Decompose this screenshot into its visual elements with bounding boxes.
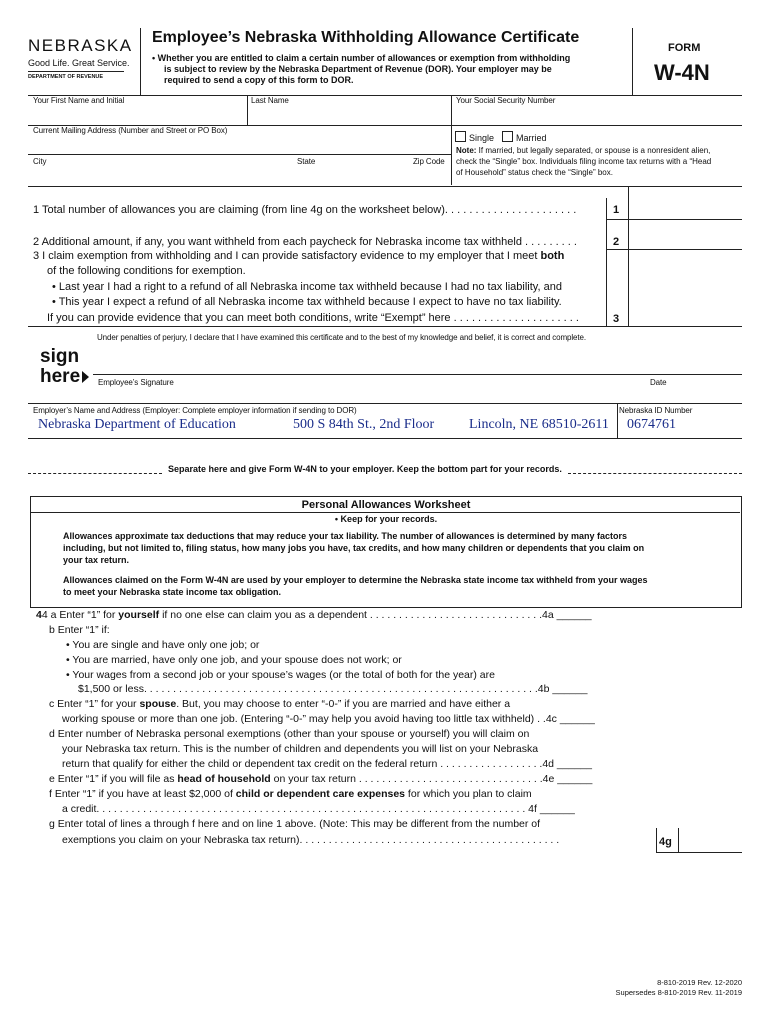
- married-label: Married: [516, 133, 547, 143]
- logo-divider: [28, 71, 124, 72]
- line-4g-field[interactable]: [679, 828, 741, 852]
- married-box[interactable]: [502, 131, 513, 142]
- form-number: W-4N: [654, 60, 710, 85]
- line-4b: b Enter “1” if:: [49, 624, 110, 636]
- employee-signature-field[interactable]: [96, 352, 636, 374]
- line-1-num: 1: [613, 204, 620, 216]
- form-title: Employee’s Nebraska Withholding Allowance Certificate: [152, 29, 580, 46]
- line-1: 1 Total number of allowances you are claiming (from line 4g on the worksheet below). . . . . . . . . . . . . . . . . . . . . .: [33, 204, 577, 216]
- line-4d-3: return that qualify for either the child or dependent tax credit on the federal return . . . . . . . . . . . . . . . . . .4d ______: [62, 758, 592, 770]
- form-label: FORM: [668, 42, 701, 54]
- worksheet-para-2: Allowances claimed on the Form W-4N are used by your employer to determine the Nebraska state income tax withheld from your wages to meet your Nebraska state income tax obligation.: [63, 575, 648, 597]
- address-label: Current Mailing Address (Number and Street or PO Box): [33, 126, 228, 135]
- sign-here: [40, 347, 89, 387]
- line-1-field[interactable]: [630, 198, 740, 218]
- single-checkbox[interactable]: [455, 131, 494, 143]
- line-4b-4: $1,500 or less. . . . . . . . . . . . . . . . . . . . . . . . . . . . . . . . . . . . . . . . . . . . . . . . . . . . . . . . . . . . . . . . . . . .4b ______: [78, 683, 588, 695]
- line-2: 2 Additional amount, if any, you want withheld from each paycheck for Nebraska income tax withheld . . . . . . . . .: [33, 236, 577, 248]
- employer-id[interactable]: 0674761: [627, 417, 676, 432]
- separator-line: [28, 464, 742, 474]
- employer-id-label: Nebraska ID Number: [619, 406, 693, 415]
- worksheet-title: Personal Allowances Worksheet: [301, 499, 471, 511]
- line-4f-2: a credit. . . . . . . . . . . . . . . . . . . . . . . . . . . . . . . . . . . . . . . . . . . . . . . . . . . . . . . . . . . . . . . . . . . . . . . . . . 4f ______: [62, 803, 575, 815]
- sign-word: sign: [40, 346, 80, 367]
- line-4b-2: • You are married, have only one job, and your spouse does not work; or: [66, 654, 402, 666]
- line-4g-2: exemptions you claim on your Nebraska tax return). . . . . . . . . . . . . . . . . . . . . . . . . . . . . . . . . . . . . . . . . . . . .: [62, 834, 560, 846]
- line-4g-num: 4g: [659, 836, 672, 848]
- city-label: City: [33, 157, 47, 166]
- line-4b-3: • Your wages from a second job or your spouse’s wages (or the total of both for the year) are: [66, 669, 495, 681]
- state-label: State: [297, 157, 316, 166]
- penalty-statement: Under penalties of perjury, I declare that I have examined this certificate and to the best of my knowledge and belief, it is correct and complete.: [97, 333, 586, 342]
- note-bold: Note:: [456, 146, 477, 155]
- note-line-3: of Household” status check the “Single” box.: [456, 168, 613, 177]
- city-field[interactable]: [28, 168, 288, 184]
- employee-signature-label: Employee’s Signature: [98, 378, 174, 387]
- line-3c: • Last year I had a right to a refund of all Nebraska income tax withheld because I had no tax liability, and: [52, 281, 562, 293]
- zip-label: Zip Code: [413, 157, 445, 166]
- line-3e: If you can provide evidence that you can meet both conditions, write “Exempt” here . . . . . . . . . . . . . . . . . . . . .: [47, 312, 579, 324]
- bullet-line-3: required to send a copy of this form to DOR.: [164, 75, 354, 85]
- arrow-right-icon: [82, 371, 89, 383]
- separator-text: Separate here and give Form W-4N to your employer. Keep the bottom part for your records.: [168, 464, 562, 474]
- footer-rev: 8-810-2019 Rev. 12-2020: [657, 978, 742, 987]
- dash-right: [568, 473, 742, 474]
- line-3d: • This year I expect a refund of all Nebraska income tax withheld because I expect to have no tax liability.: [52, 296, 562, 308]
- line-3-num: 3: [613, 313, 620, 325]
- dash-left: [28, 473, 162, 474]
- address-field[interactable]: [28, 137, 448, 153]
- note-line-1: If married, but legally separated, or spouse is a nonresident alien,: [476, 146, 711, 155]
- line-4c: c Enter “1” for your spouse. But, you may choose to enter “-0-” if you are married and have either a: [49, 698, 511, 710]
- note-line-2: check the “Single” box. Individuals filing income tax returns with a “Head: [456, 157, 712, 166]
- line-4d-1: d Enter number of Nebraska personal exemptions (other than your spouse or yourself) you will claim on: [49, 728, 530, 740]
- logo-tagline: Good Life. Great Service.: [28, 58, 130, 68]
- bullet-line-1: • Whether you are entitled to claim a certain number of allowances or exemption from withholding: [152, 53, 571, 63]
- bullet-line-2: is subject to review by the Nebraska Department of Revenue (DOR). Your employer may be: [164, 64, 552, 74]
- date-label: Date: [650, 378, 667, 387]
- last-name-label: Last Name: [251, 96, 289, 105]
- employer-name[interactable]: Nebraska Department of Education: [38, 417, 236, 432]
- single-label: Single: [469, 133, 495, 143]
- last-name-field[interactable]: [248, 107, 448, 123]
- footer-supersedes: Supersedes 8-810-2019 Rev. 11-2019: [615, 988, 742, 997]
- worksheet-para-1: Allowances approximate tax deductions that may reduce your tax liability. The number of allowances is determined by many factors including, but not limited to, filing status, how many jobs you have, tax credits, and how many children or dependents that you claim on your tax return.: [63, 531, 645, 565]
- married-checkbox[interactable]: [502, 131, 547, 143]
- employer-label: Employer’s Name and Address (Employer: Complete employer information if sending to DOR): [33, 406, 357, 415]
- ssn-label: Your Social Security Number: [456, 96, 556, 105]
- employer-street[interactable]: 500 S 84th St., 2nd Floor: [293, 417, 435, 432]
- logo-dept: DEPARTMENT OF REVENUE: [28, 74, 104, 80]
- nebraska-logo: [28, 36, 138, 80]
- line-3-field[interactable]: [630, 304, 740, 324]
- ssn-field[interactable]: [452, 107, 740, 123]
- line-4a: 44 a Enter “1” for yourself if no one else can claim you as a dependent . . . . . . . . . . . . . . . . . . . . . . . . . . . . . .4a ______: [36, 609, 592, 621]
- first-name-label: Your First Name and Initial: [33, 96, 125, 105]
- single-box[interactable]: [455, 131, 466, 142]
- line-4c-2: working spouse or more than one job. (Entering “-0-” may help you avoid having too little tax withheld) . .4c ______: [62, 713, 595, 725]
- note: [456, 145, 746, 178]
- footer: [616, 978, 742, 998]
- first-name-field[interactable]: [28, 107, 246, 123]
- employer-city[interactable]: Lincoln, NE 68510-2611: [469, 417, 609, 432]
- line-4d-2: your Nebraska tax return. This is the number of children and dependents you will list on your Nebraska: [62, 743, 539, 755]
- line-3b: of the following conditions for exemption.: [47, 265, 246, 277]
- here-word: here: [40, 367, 89, 387]
- line-4b-1: • You are single and have only one job; or: [66, 639, 260, 651]
- line-4e: e Enter “1” if you will file as head of household on your tax return . . . . . . . . . . . . . . . . . . . . . . . . . . . . . . . .4e ______: [49, 773, 593, 785]
- line-2-num: 2: [613, 236, 620, 248]
- worksheet-subtitle: • Keep for your records.: [334, 514, 438, 524]
- line-3a: 3 I claim exemption from withholding and I can provide satisfactory evidence to my employer that I meet both: [33, 250, 565, 262]
- header-bullet: [152, 53, 570, 86]
- logo-text: NEBRASKA: [28, 36, 133, 55]
- line-4f: f Enter “1” if you have at least $2,000 of child or dependent care expenses for which you plan to claim: [49, 788, 532, 800]
- line-2-field[interactable]: [630, 228, 740, 248]
- line-4g-1: g Enter total of lines a through f here and on line 1 above. (Note: This may be different from the number of: [49, 818, 541, 830]
